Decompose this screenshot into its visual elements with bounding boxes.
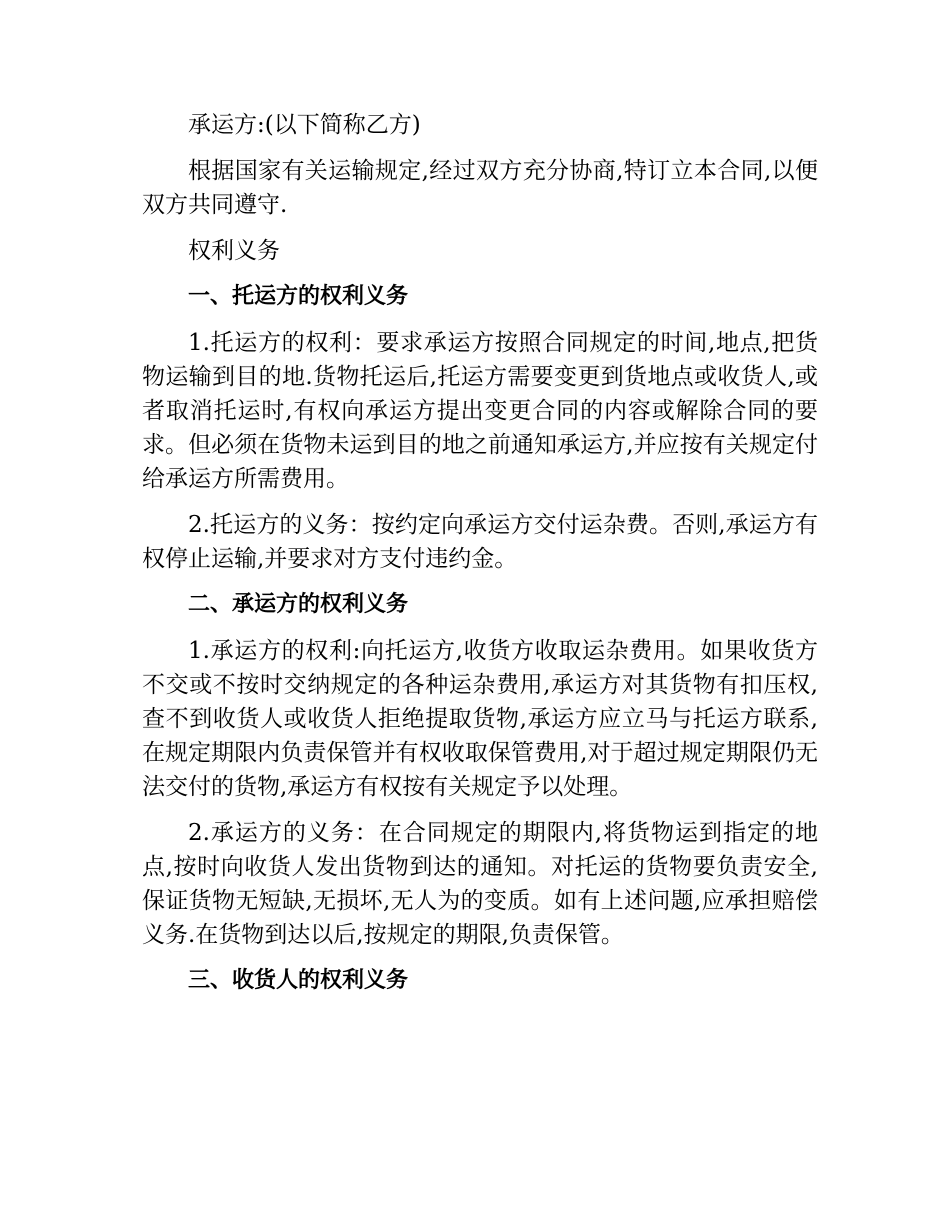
carrier-rights-paragraph: 1.承运方的权利:向托运方,收货方收取运杂费用。如果收货方不交或不按时交纳规定的各种运杂费用,承运方对其货物有扣压权,查不到收货人或收货人拒绝提取货物,承运方应立马与托运方联系,在规定期限内负责保管并有权收取保管费用,对于超过规定期限仍无法交付的货物,承运方有权按有关规定予以处理。 (142, 638, 818, 800)
document-body (142, 108, 818, 1010)
carrier-obligations-paragraph: 2.承运方的义务：在合同规定的期限内,将货物运到指定的地点,按时向收货人发出货物到达的通知。对托运的货物要负责安全,保证货物无短缺,无损坏,无人为的变质。如有上述问题,应承担赔偿义务.在货物到达以后,按规定的期限,负责保管。 (142, 820, 818, 948)
party-line: 承运方:(以下简称乙方) (188, 112, 421, 138)
shipper-rights-paragraph: 1.托运方的权利：要求承运方按照合同规定的时间,地点,把货物运输到目的地.货物托运后,托运方需要变更到货地点或收货人,或者取消托运时,有权向承运方提出变更合同的内容或解除合同的要求。但必须在货物未运到目的地之前通知承运方,并应按有关规定付给承运方所需费用。 (142, 330, 818, 492)
section-heading-shipper: 一、托运方的权利义务 (188, 284, 409, 309)
section-heading-carrier: 二、承运方的权利义务 (188, 592, 409, 617)
shipper-obligations-paragraph: 2.托运方的义务：按约定向承运方交付运杂费。否则,承运方有权停止运输,并要求对方支付违约金。 (142, 512, 818, 572)
rights-obligations-title: 权利义务 (188, 238, 280, 264)
intro-paragraph: 根据国家有关运输规定,经过双方充分协商,特订立本合同,以便双方共同遵守. (142, 158, 818, 218)
section-heading-consignee: 三、收货人的权利义务 (188, 968, 409, 993)
